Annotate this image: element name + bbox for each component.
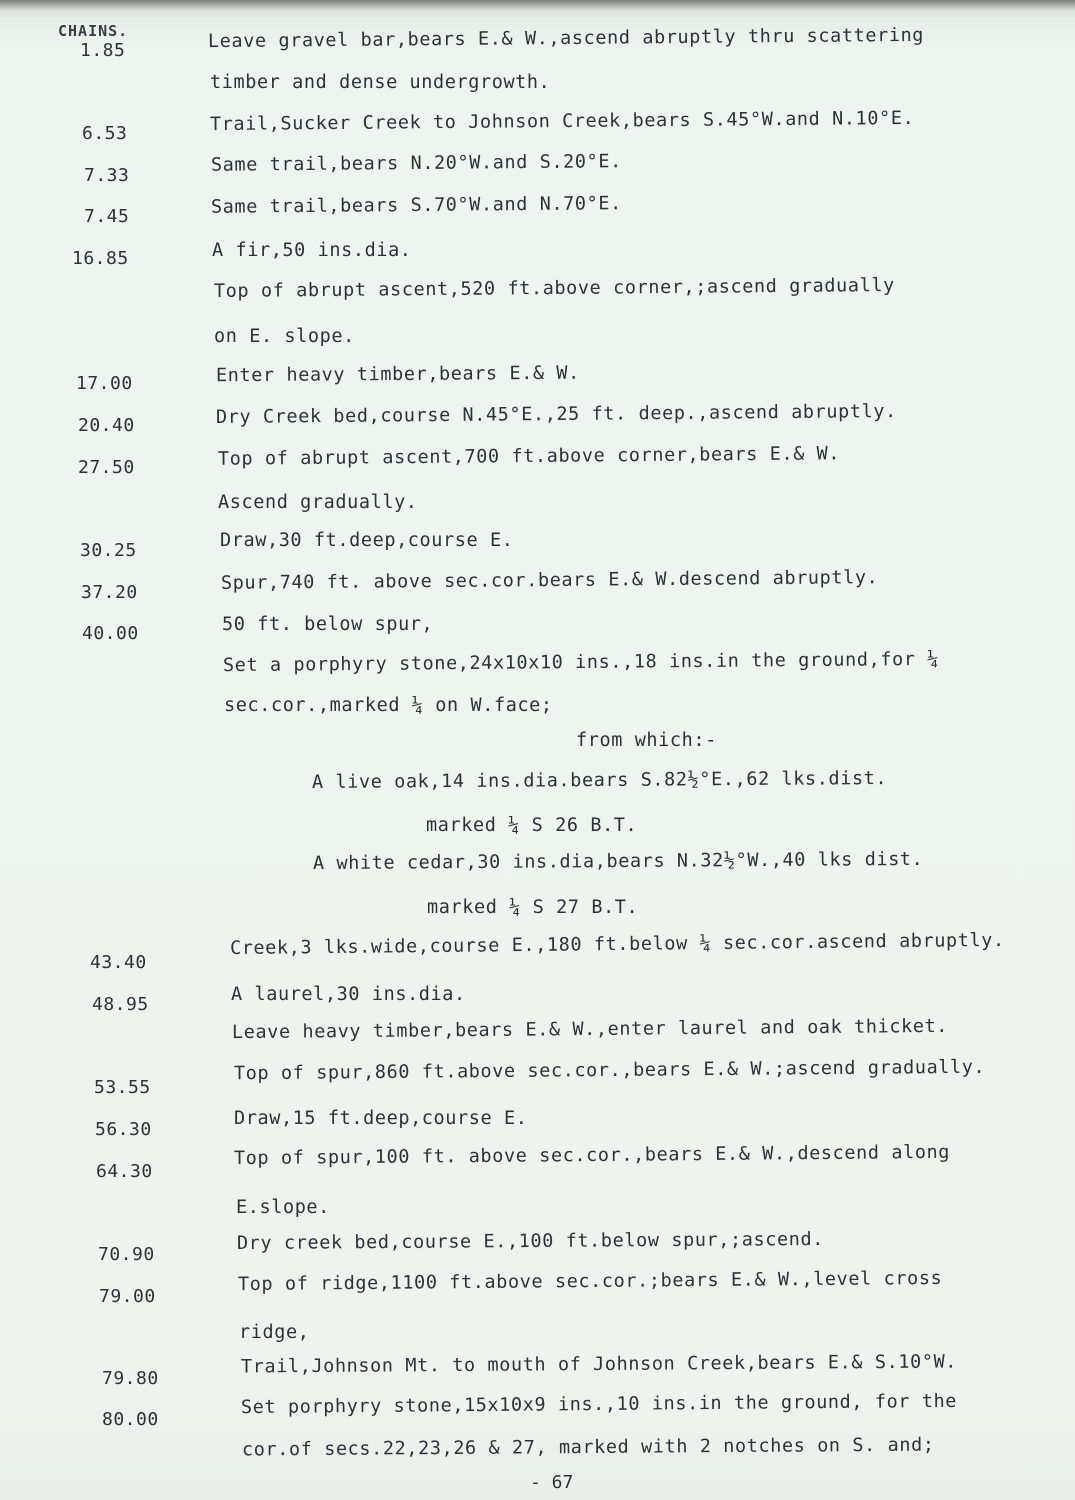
chain-value: 30.25 bbox=[80, 540, 137, 561]
entry-line: Top of abrupt ascent,520 ft.above corner,;ascend gradually bbox=[213, 275, 895, 302]
entry-line: Draw,30 ft.deep,course E. bbox=[220, 530, 514, 551]
chain-value: 48.95 bbox=[92, 994, 149, 1015]
entry-line: Trail,Johnson Mt. to mouth of Johnson Creek,bears E.& S.10°W. bbox=[240, 1351, 958, 1378]
entry-line: Creek,3 lks.wide,course E.,180 ft.below ¼ sec.cor.ascend abruptly. bbox=[229, 929, 1005, 960]
entry-line: 50 ft. below spur, bbox=[222, 614, 434, 635]
chain-value: 64.30 bbox=[96, 1161, 153, 1182]
entry-line: A fir,50 ins.dia. bbox=[212, 240, 412, 261]
chain-value: 37.20 bbox=[81, 582, 138, 603]
entry-line: Leave heavy timber,bears E.& W.,enter laurel and oak thicket. bbox=[231, 1015, 949, 1044]
page-number: - 67 bbox=[530, 1472, 574, 1493]
chains-column-header: CHAINS. bbox=[58, 22, 129, 40]
entry-line: A white cedar,30 ins.dia,bears N.32½°W.,40 lks dist. bbox=[312, 848, 924, 875]
entry-line: Trail,Sucker Creek to Johnson Creek,bears S.45°W.and N.10°E. bbox=[209, 107, 915, 136]
entry-line: Draw,15 ft.deep,course E. bbox=[234, 1108, 528, 1129]
entry-line: Top of spur,100 ft. above sec.cor.,bears E.& W.,descend along bbox=[233, 1141, 951, 1170]
entry-line: A laurel,30 ins.dia. bbox=[231, 984, 466, 1005]
entry-line: sec.cor.,marked ¼ on W.face; bbox=[224, 695, 553, 716]
entry-line: Leave gravel bar,bears E.& W.,ascend abruptly thru scattering bbox=[207, 24, 925, 53]
chain-value: 56.30 bbox=[95, 1119, 152, 1140]
entry-line: Dry Creek bed,course N.45°E.,25 ft. deep.,ascend abruptly. bbox=[215, 401, 897, 428]
chain-value: 79.00 bbox=[99, 1286, 156, 1307]
chain-value: 7.33 bbox=[84, 165, 130, 186]
entry-line: Dry creek bed,course E.,100 ft.below spur,;ascend. bbox=[236, 1228, 824, 1255]
entry-line: marked ¼ S 26 B.T. bbox=[426, 815, 638, 836]
chain-value: 40.00 bbox=[82, 623, 139, 644]
chain-value: 20.40 bbox=[78, 415, 135, 436]
entry-line: Same trail,bears N.20°W.and S.20°E. bbox=[210, 151, 622, 176]
chain-value: 43.40 bbox=[90, 952, 147, 973]
entry-line: Spur,740 ft. above sec.cor.bears E.& W.descend abruptly. bbox=[220, 567, 879, 594]
chain-value: 1.85 bbox=[80, 40, 126, 61]
chain-value: 53.55 bbox=[94, 1077, 151, 1098]
entry-line: Set a porphyry stone,24x10x10 ins.,18 ins.in the ground,for ¼ bbox=[222, 648, 940, 677]
entry-line: cor.of secs.22,23,26 & 27, marked with 2 notches on S. and; bbox=[241, 1434, 935, 1461]
entry-line: Set porphyry stone,15x10x9 ins.,10 ins.in the ground, for the bbox=[240, 1390, 958, 1419]
chain-value: 6.53 bbox=[82, 123, 128, 144]
entry-line: timber and dense undergrowth. bbox=[210, 72, 551, 93]
entry-line: from which:- bbox=[576, 730, 717, 751]
entry-line: Same trail,bears S.70°W.and N.70°E. bbox=[210, 193, 622, 218]
entry-line: Top of spur,860 ft.above sec.cor.,bears E.& W.;ascend gradually. bbox=[233, 1056, 986, 1085]
entry-line: ridge, bbox=[239, 1322, 310, 1343]
entry-line: marked ¼ S 27 B.T. bbox=[427, 897, 639, 918]
entry-line: A live oak,14 ins.dia.bears S.82½°E.,62 lks.dist. bbox=[311, 767, 888, 794]
chain-value: 27.50 bbox=[78, 457, 135, 478]
entry-line: Top of ridge,1100 ft.above sec.cor.;bears E.& W.,level cross bbox=[237, 1267, 943, 1296]
entry-line: Enter heavy timber,bears E.& W. bbox=[215, 362, 580, 387]
chain-value: 79.80 bbox=[102, 1368, 159, 1389]
entry-line: Ascend gradually. bbox=[218, 492, 418, 513]
chain-value: 7.45 bbox=[84, 206, 130, 227]
chain-value: 70.90 bbox=[98, 1244, 155, 1265]
chain-value: 80.00 bbox=[102, 1409, 159, 1430]
chain-value: 17.00 bbox=[76, 373, 133, 394]
entry-line: E.slope. bbox=[236, 1197, 330, 1218]
chain-value: 16.85 bbox=[72, 248, 129, 269]
entry-line: on E. slope. bbox=[214, 326, 355, 347]
entry-line: Top of abrupt ascent,700 ft.above corner,bears E.& W. bbox=[217, 443, 841, 470]
